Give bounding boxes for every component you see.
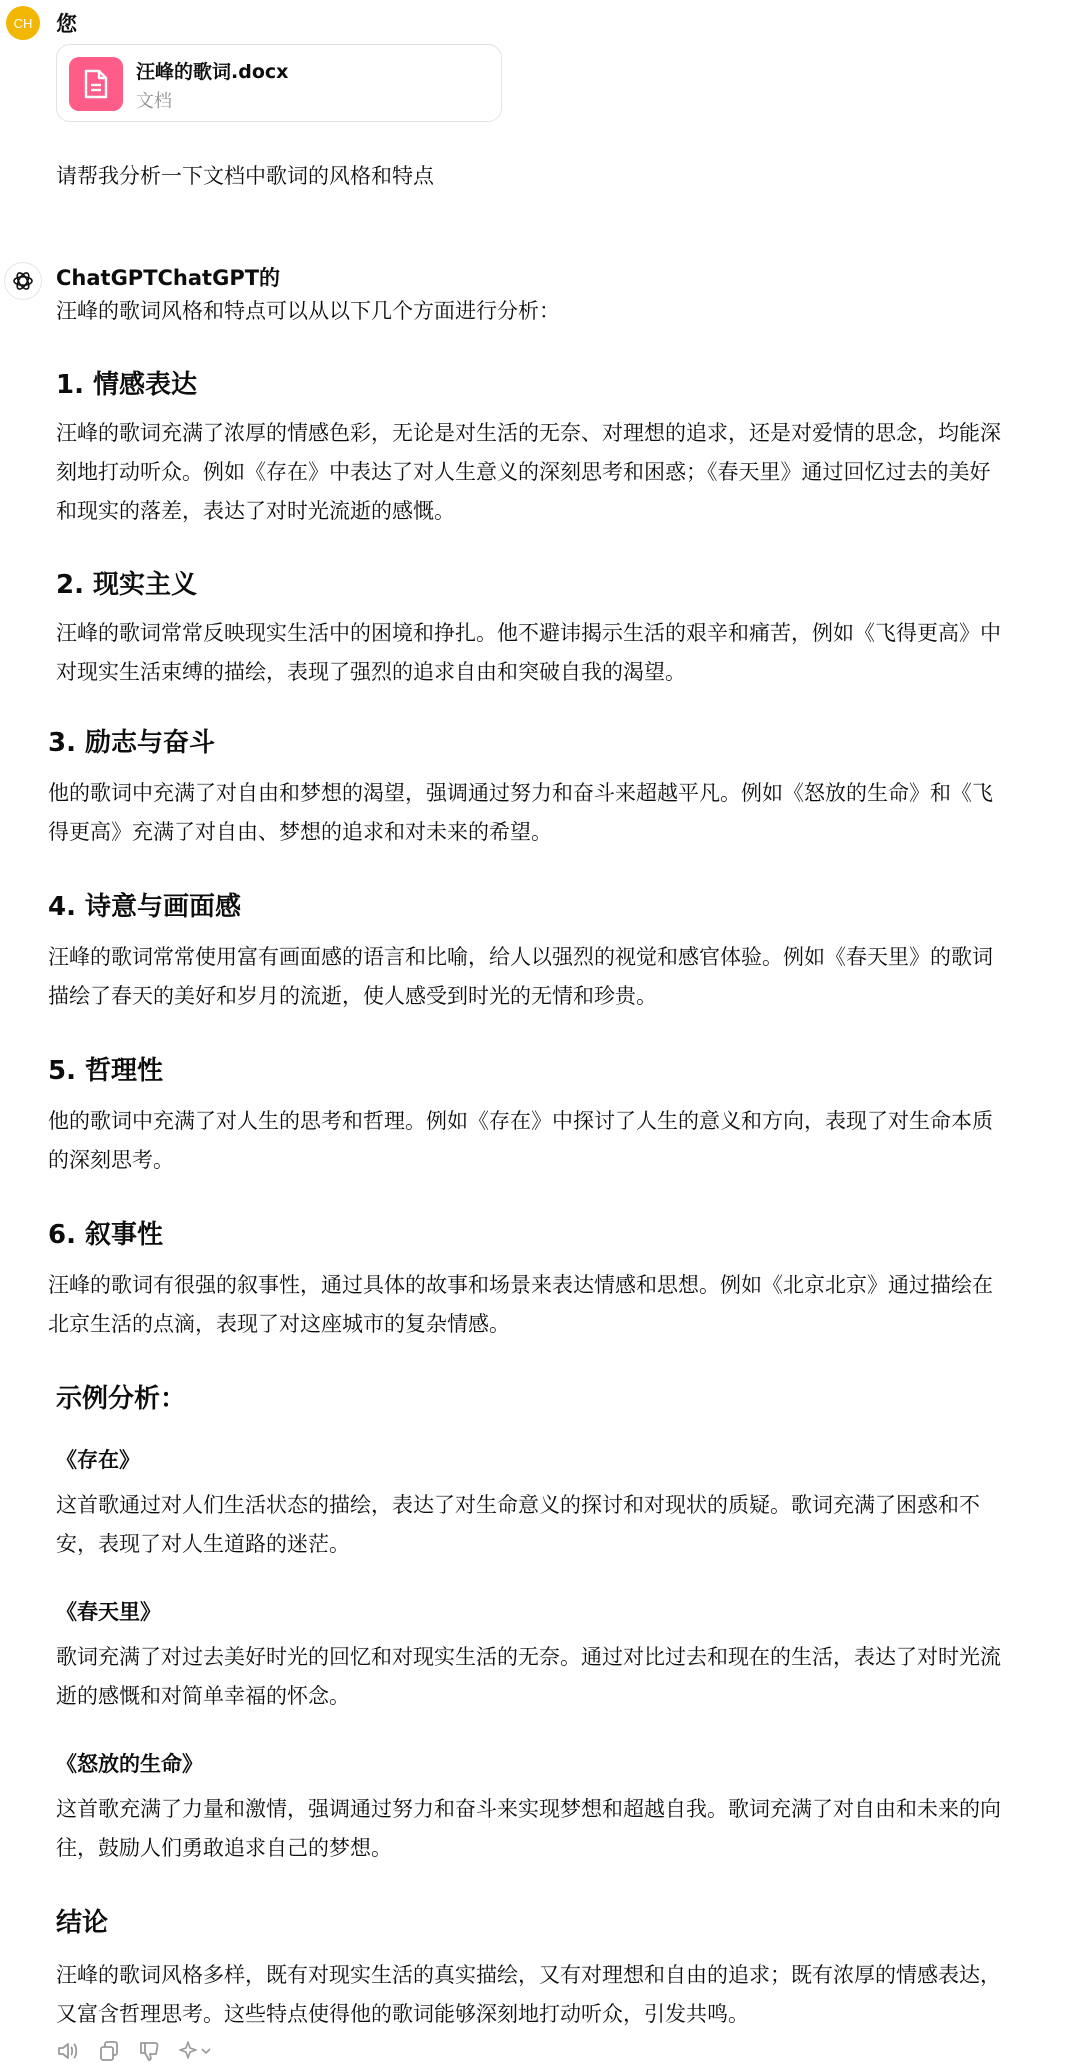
- user-avatar: CH: [6, 6, 40, 40]
- assistant-name: ChatGPTChatGPT的: [56, 266, 281, 290]
- examples-heading: 示例分析：: [56, 1384, 187, 1414]
- section-body: 汪峰的歌词常常反映现实生活中的困境和挣扎。他不避讳揭示生活的艰辛和痛苦，例如《飞得更高》中 对现实生活束缚的描绘，表现了强烈的追求自由和突破自我的渴望。: [56, 621, 1001, 684]
- section-heading: 4. 诗意与画面感: [48, 892, 242, 922]
- section-heading: 3. 励志与奋斗: [48, 728, 216, 758]
- message-actions: [56, 2040, 212, 2062]
- copy-icon[interactable]: [98, 2040, 120, 2062]
- regenerate-sparkle-icon[interactable]: [178, 2040, 212, 2062]
- file-name: 汪峰的歌词.docx: [136, 61, 289, 83]
- user-prompt: 请帮我分析一下文档中歌词的风格和特点: [56, 164, 434, 188]
- conclusion-body: 汪峰的歌词风格多样，既有对现实生活的真实描绘，又有对理想和自由的追求；既有浓厚的情感表达， 又富含哲理思考。这些特点使得他的歌词能够深刻地打动听众，引发共鸣。: [56, 1963, 1001, 2026]
- assistant-intro: 汪峰的歌词风格和特点可以从以下几个方面进行分析：: [56, 299, 560, 323]
- attached-file-card[interactable]: [56, 44, 502, 122]
- example-title: 《春天里》: [56, 1600, 161, 1624]
- example-body: 这首歌通过对人们生活状态的描绘，表达了对生命意义的探讨和对现状的质疑。歌词充满了困惑和不 安，表现了对人生道路的迷茫。: [56, 1493, 980, 1556]
- section-body: 汪峰的歌词常常使用富有画面感的语言和比喻，给人以强烈的视觉和感官体验。例如《春天里》的歌词 描绘了春天的美好和岁月的流逝，使人感受到时光的无情和珍贵。: [48, 945, 993, 1008]
- section-body: 汪峰的歌词有很强的叙事性，通过具体的故事和场景来表达情感和思想。例如《北京北京》通过描绘在 北京生活的点滴，表现了对这座城市的复杂情感。: [48, 1273, 993, 1336]
- section-body: 他的歌词中充满了对人生的思考和哲理。例如《存在》中探讨了人生的意义和方向，表现了对生命本质 的深刻思考。: [48, 1109, 993, 1172]
- example-body: 歌词充满了对过去美好时光的回忆和对现实生活的无奈。通过对比过去和现在的生活，表达了对时光流 逝的感慨和对简单幸福的怀念。: [56, 1645, 1001, 1708]
- user-name: 您: [56, 12, 77, 36]
- section-body: 他的歌词中充满了对自由和梦想的渴望，强调通过努力和奋斗来超越平凡。例如《怒放的生命》和《飞 得更高》充满了对自由、梦想的追求和对未来的希望。: [48, 781, 993, 844]
- section-heading: 2. 现实主义: [56, 570, 198, 600]
- read-aloud-icon[interactable]: [56, 2040, 80, 2062]
- thumbs-down-icon[interactable]: [138, 2040, 160, 2062]
- example-title: 《存在》: [56, 1448, 140, 1472]
- conclusion-heading: 结论: [56, 1908, 109, 1938]
- chatgpt-logo-icon: [4, 262, 42, 300]
- section-body: 汪峰的歌词充满了浓厚的情感色彩，无论是对生活的无奈、对理想的追求，还是对爱情的思念，均能深 刻地打动听众。例如《存在》中表达了对人生意义的深刻思考和困惑；《春天里》通过回忆过去的美好 和现实的落差，表达了对时光流逝的感慨。: [56, 421, 1001, 523]
- section-heading: 1. 情感表达: [56, 370, 198, 400]
- example-body: 这首歌充满了力量和激情，强调通过努力和奋斗来实现梦想和超越自我。歌词充满了对自由和未来的向 往，鼓励人们勇敢追求自己的梦想。: [56, 1797, 1001, 1860]
- section-heading: 5. 哲理性: [48, 1056, 164, 1086]
- file-type: 文档: [136, 91, 172, 112]
- document-icon: [69, 57, 123, 111]
- section-heading: 6. 叙事性: [48, 1220, 164, 1250]
- example-title: 《怒放的生命》: [56, 1752, 203, 1776]
